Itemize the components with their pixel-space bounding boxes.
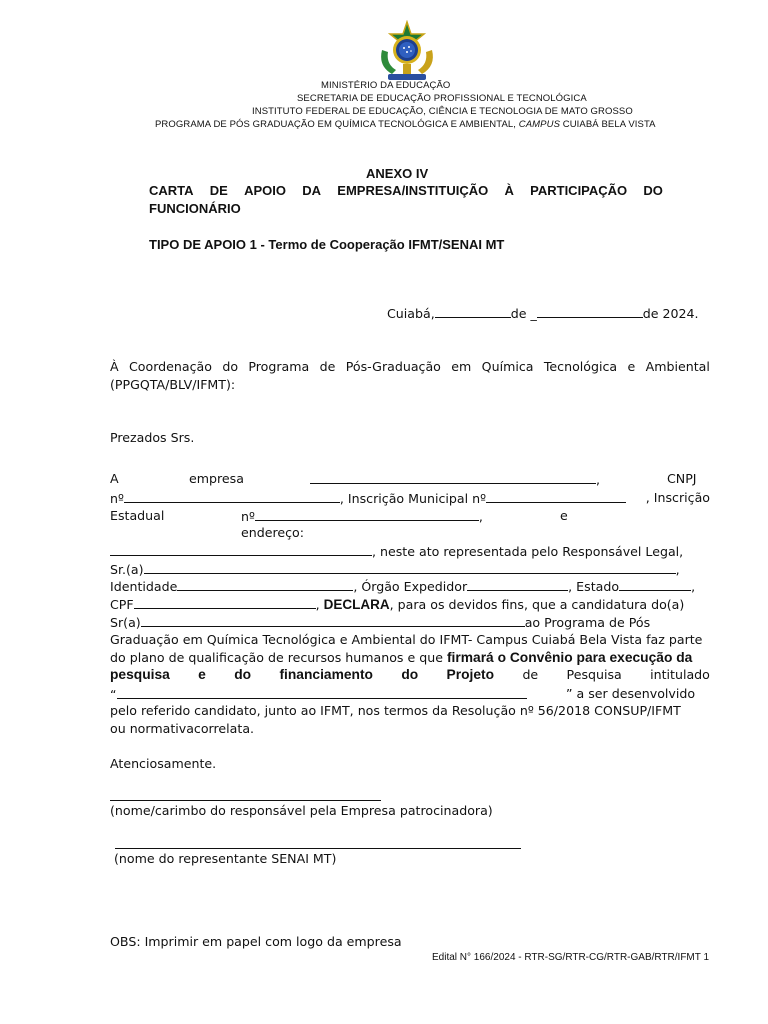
print-note: OBS: Imprimir em papel com logo da empresa	[110, 934, 402, 949]
signature-line-company[interactable]	[110, 800, 381, 801]
signature-label-company: (nome/carimbo do responsável pela Empresa patrocinadora)	[110, 803, 493, 818]
addressee-word: Programa	[248, 359, 310, 374]
candidate-line	[110, 614, 710, 630]
header-institute: INSTITUTO FEDERAL DE EDUCAÇÃO, CIÊNCIA E TECNOLOGIA DE MATO GROSSO	[252, 106, 633, 117]
letter-title-word: PARTICIPAÇÃO	[530, 183, 628, 198]
brazil-coat-of-arms-icon	[374, 20, 440, 82]
norm-line: ou normativacorrelata.	[110, 721, 255, 736]
letter-title-line2: FUNCIONÁRIO	[149, 201, 241, 216]
cpf-line	[110, 596, 684, 612]
research-word: e	[198, 667, 206, 682]
declara-pre: ,	[315, 597, 324, 612]
project-title-blank[interactable]	[117, 686, 527, 699]
project-close-quote: ” a ser desenvolvido	[566, 686, 696, 701]
signature-label-senai: (nome do representante SENAI MT)	[114, 851, 337, 866]
municipal-blank[interactable]	[486, 490, 626, 503]
letter-title-word: DO	[643, 183, 663, 198]
header-program-campus: CAMPUS	[518, 119, 561, 130]
header-program-text: PROGRAMA DE PÓS GRADUAÇÃO EM QUÍMICA TECNOLÓGICA E AMBIENTAL,	[155, 119, 519, 130]
annex-title: ANEXO IV	[366, 166, 429, 181]
body-line-cnpj	[110, 490, 710, 506]
state-label: , Estado	[568, 579, 620, 594]
identity-blank[interactable]	[177, 578, 353, 591]
cpf-blank[interactable]	[134, 596, 316, 609]
research-word: intitulado	[650, 667, 710, 682]
body-line-rep	[110, 543, 710, 559]
body-empresa: empresa	[189, 471, 244, 486]
body-comma: ,	[478, 509, 483, 524]
date-year: de 2024.	[642, 306, 699, 321]
legal-rep-label: Sr.(a)	[110, 562, 144, 577]
research-word: do	[401, 667, 419, 682]
body-comma: ,	[675, 562, 680, 577]
municipal-label: , Inscrição Municipal nº	[339, 491, 487, 506]
address-label: endereço:	[241, 525, 304, 540]
state-registration-no: nº	[241, 509, 255, 524]
addressee-word: em	[451, 359, 472, 374]
month-blank[interactable]	[537, 305, 643, 318]
cnpj-blank[interactable]	[124, 490, 340, 503]
identity-line	[110, 578, 695, 594]
date-de: de _	[510, 306, 537, 321]
candidate-label: Sr(a)	[110, 615, 141, 630]
body-comma: ,	[691, 579, 696, 594]
state-registration-label: , Inscrição	[645, 490, 710, 505]
addressee-word: Coordenação	[129, 359, 212, 374]
state-registration-field	[241, 508, 483, 524]
company-name-blank[interactable]	[310, 471, 596, 484]
declara-keyword: DECLARA	[323, 597, 390, 612]
body-e: e	[560, 508, 568, 523]
plan-line	[110, 650, 692, 665]
issuer-blank[interactable]	[467, 578, 568, 591]
research-word: pesquisa	[110, 667, 170, 682]
signature-line-senai[interactable]	[115, 848, 521, 849]
project-title-field	[110, 686, 527, 702]
candidate-blank[interactable]	[141, 614, 525, 627]
representative-text: , neste ato representada pelo Responsável Legal,	[372, 544, 684, 559]
date-city: Cuiabá,	[387, 306, 435, 321]
letter-title-line1	[149, 183, 663, 198]
research-word: de	[522, 667, 539, 682]
program-text: ao Programa de Pós	[524, 615, 651, 630]
declara-text: , para os devidos fins, que a candidatura do(a)	[389, 597, 685, 612]
letter-title-word: CARTA	[149, 183, 194, 198]
body-comma: ,	[596, 472, 601, 487]
firmara-text: firmará o Convênio para execução da	[446, 650, 693, 665]
greeting: Prezados Srs.	[110, 430, 195, 445]
addressee-word: Ambiental	[645, 359, 710, 374]
research-word: Projeto	[446, 667, 495, 682]
footer-edital: Edital N° 166/2024 - RTR-SG/RTR-CG/RTR-GAB/RTR/IFMT 1	[432, 952, 710, 963]
research-line	[110, 667, 710, 682]
state-registration-blank[interactable]	[255, 508, 479, 521]
state-blank[interactable]	[619, 578, 691, 591]
reference-line: pelo referido candidato, junto ao IFMT, nos termos da Resolução nº 56/2018 CONSUP/IFMT	[110, 703, 681, 718]
header-program-location: CUIABÁ BELA VISTA	[560, 119, 656, 130]
plan-text: do plano de qualificação de recursos humanos e que	[110, 650, 447, 665]
addressee-word: Tecnológica	[543, 359, 618, 374]
research-word: financiamento	[279, 667, 373, 682]
legal-rep-field	[110, 561, 680, 577]
body-cnpj: CNPJ	[667, 471, 697, 486]
addressee-line1	[110, 359, 710, 374]
cnpj-label: nº	[110, 491, 124, 506]
address-blank[interactable]	[110, 543, 372, 556]
header-ministry: MINISTÉRIO DA EDUCAÇÃO	[321, 80, 451, 91]
day-blank[interactable]	[435, 305, 511, 318]
addressee-word: e	[627, 359, 636, 374]
cpf-label: CPF	[110, 597, 134, 612]
date-line	[387, 305, 699, 321]
addressee-word: À	[110, 359, 119, 374]
body-estadual: Estadual	[110, 508, 165, 523]
addressee-line2: (PPGQTA/BLV/IFMT):	[110, 377, 236, 392]
legal-rep-blank[interactable]	[144, 561, 676, 574]
issuer-label: , Órgão Expedidor	[353, 579, 468, 594]
open-quote: “	[110, 687, 117, 702]
addressee-word: de	[319, 359, 336, 374]
graduation-line: Graduação em Química Tecnológica e Ambiental do IFMT- Campus Cuiabá Bela Vista faz parte	[110, 632, 703, 647]
identity-label: Identidade	[110, 579, 178, 594]
letter-title-word: EMPRESA/INSTITUIÇÃO	[337, 183, 489, 198]
support-type: TIPO DE APOIO 1 - Termo de Cooperação IFMT/SENAI MT	[149, 237, 505, 252]
letter-title-word: À	[504, 183, 514, 198]
letter-title-word: DE	[209, 183, 228, 198]
letter-title-word: DA	[302, 183, 322, 198]
addressee-word: do	[222, 359, 239, 374]
addressee-word: Pós-Graduação	[345, 359, 441, 374]
letter-title-word: APOIO	[244, 183, 286, 198]
research-word: do	[234, 667, 252, 682]
addressee-word: Química	[481, 359, 534, 374]
header-secretariat: SECRETARIA DE EDUCAÇÃO PROFISSIONAL E TECNOLÓGICA	[297, 93, 587, 104]
research-word: Pesquisa	[566, 667, 622, 682]
closing: Atenciosamente.	[110, 756, 217, 771]
company-name-field	[310, 471, 600, 487]
header-program	[155, 119, 656, 130]
body-a: A	[110, 471, 119, 486]
